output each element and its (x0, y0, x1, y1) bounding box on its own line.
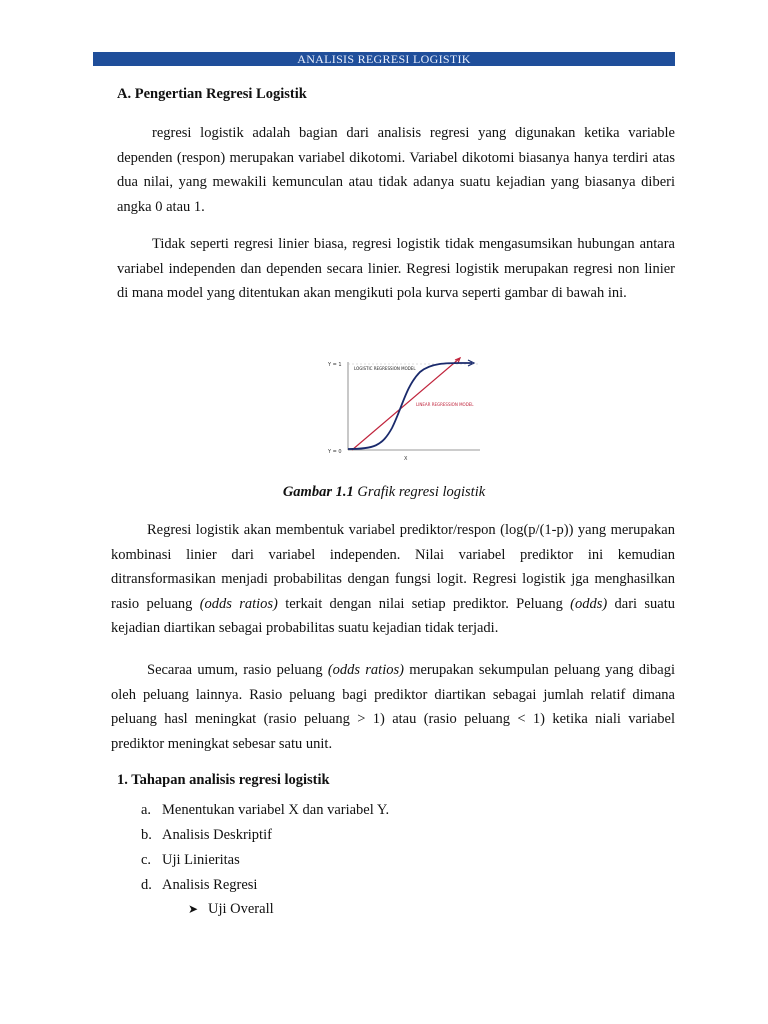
steps-heading: 1. Tahapan analisis regresi logistik (117, 772, 330, 788)
regression-figure (322, 356, 484, 464)
figure-caption (0, 484, 768, 501)
regression-chart (322, 356, 484, 464)
sub-bullet-item: ➤ Uji Overall (188, 901, 274, 917)
caption-text: Grafik regresi logistik (353, 484, 486, 500)
logistic-model-label: LOGISTIC REGRESSION MODEL (354, 366, 416, 371)
y-top-label: Y = 1 (328, 362, 342, 368)
document-title: ANALISIS REGRESI LOGISTIK (297, 52, 471, 66)
paragraph-nonlinear: Tidak seperti regresi linier biasa, regresi logistik tidak mengasumsikan hubungan antara variabel independen dan dependen secara linier. Regresi logistik merupakan regresi non linier di mana model yang ditentukan akan mengikuti pola kurva seperti gambar di bawah ini. (117, 236, 675, 301)
steps-list (141, 798, 389, 898)
page-header-bar (93, 52, 675, 66)
arrowhead-bullet-icon: ➤ (188, 902, 199, 916)
list-item: c. Uji Linieritas (141, 852, 240, 868)
caption-number: Gambar 1.1 (282, 484, 354, 500)
paragraph-predictor: Regresi logistik akan membentuk variabel prediktor/respon (log(p/(1-p)) yang merupakan kombinasi linier dari variabel independen. Nilai variabel prediktor ini kemudian ditransformasikan menjadi probabilitas dengan fungsi logit. Regresi logistik jga menghasilkan rasio peluang (odds ratios) terkait dengan nilai setiap prediktor. Peluang (odds) dari suatu kejadian diartikan sebagai probabilitas suatu kejadian tidak terjadi. (111, 522, 675, 636)
paragraph-definition: regresi logistik adalah bagian dari analisis regresi yang digunakan ketika variable dependen (respon) merupakan variabel dikotomi. Variabel dikotomi biasanya hanya terdiri atas dua nilai, yang mewakili kemunculan atau tidak adanya suatu kejadian yang biasanya diberi angka 0 atau 1. (117, 125, 675, 215)
section-heading: A. Pengertian Regresi Logistik (117, 86, 307, 102)
x-axis-label: X (404, 456, 408, 462)
y-bottom-label: Y = 0 (328, 449, 342, 455)
list-item: d. Analisis Regresi (141, 877, 258, 893)
paragraph-odds-ratio: Secaraa umum, rasio peluang (odds ratios) merupakan sekumpulan peluang yang dibagi oleh peluang lainnya. Rasio peluang bagi prediktor diartikan sebagai jumlah relatif dimana peluang hasl meningkat (rasio peluang > 1) atau (rasio peluang < 1) ketika niali variabel prediktor meningkat sebesar satu unit. (111, 662, 675, 752)
linear-model-label: LINEAR REGRESSION MODEL (416, 402, 474, 407)
list-item: a. Menentukan variabel X dan variabel Y. (141, 802, 390, 818)
list-item: b. Analisis Deskriptif (141, 827, 272, 843)
